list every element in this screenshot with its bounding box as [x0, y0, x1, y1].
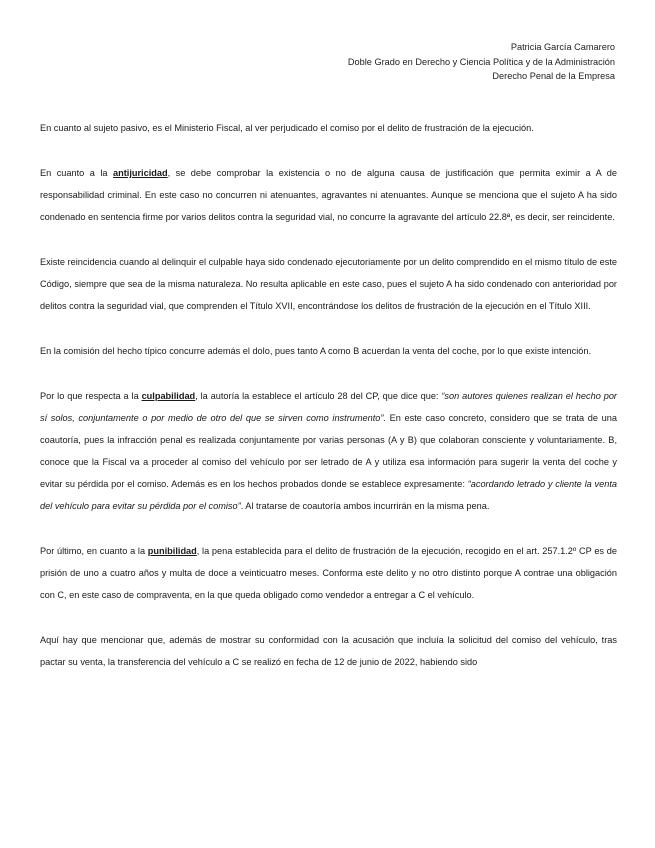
paragraph-text-pre: Por lo que respecta a la [40, 391, 142, 401]
paragraph-text-pre: Por último, en cuanto a la [40, 546, 148, 556]
term-antijuricidad: antijuricidad [112, 168, 168, 178]
paragraph-text-mid1: , la autoría la establece el artículo 28 del CP, que dice que: [195, 391, 442, 401]
document-body [40, 117, 617, 696]
term-culpabilidad: culpabilidad [141, 391, 196, 401]
degree-name: Doble Grado en Derecho y Ciencia Política y de la Administración [347, 56, 615, 67]
paragraph-text-pre: En cuanto a la [40, 168, 113, 178]
paragraph-sujeto-pasivo [40, 117, 617, 139]
quote-hechos-probados: “acordando letrado y cliente la venta del vehículo para evitar su pérdida por el comiso” [40, 479, 617, 511]
paragraph-reincidencia [40, 251, 617, 317]
paragraph-text-post: , se debe comprobar la existencia o no de alguna causa de justificación que permita eximir a A de responsabilidad criminal. En este caso no concurren ni atenuantes, agravantes ni atenuantes. Aunque se menciona que el sujeto A ha sido condenado en sentencia firme por varios delitos contra la seguridad vial, no concurre la agravante del artículo 22.8ª, es decir, ser reincidente. [40, 168, 617, 222]
paragraph-transferencia [40, 629, 617, 673]
quote-articulo-28: “son autores quienes realizan el hecho por sí solos, conjuntamente o por medio de otro del que se sirven como instrumento”. [40, 391, 617, 423]
paragraph-antijuricidad [40, 162, 617, 228]
paragraph-text-post: . Al tratarse de coautoría ambos incurrirán en la misma pena. [240, 501, 490, 511]
term-punibilidad: punibilidad [147, 546, 197, 556]
paragraph-culpabilidad [40, 385, 617, 517]
paragraph-text-post: , la pena establecida para el delito de frustración de la ejecución, recogido en el art. 257.1.2º CP es de prisión de uno a cuatro años y multa de doce a veinticuatro meses. Conforma este delito y no otro distinto porque A contrae una obligación con C, en este caso de compraventa, en la que queda obligado como vendedor a entregar a C el vehículo. [40, 546, 617, 600]
paragraph-text-mid2: En este caso concreto, considero que se trata de una coautoría, pues la infracción penal es realizada conjuntamente por varias personas (A y B) que colaboran consciente y voluntariamente. B, conoce que la Fiscal va a proceder al comiso del vehículo por ser letrado de A y utiliza esa información para sugerir la venta del coche y evitar su pérdida por el comiso. Además es en los hechos probados donde se establece expresamente: [40, 413, 617, 489]
paragraph-text: Existe reincidencia cuando al delinquir el culpable haya sido condenado ejecutoriamente por un delito comprendido en el mismo título de este Código, siempre que sea de la misma naturaleza. No resulta aplicable en este caso, pues el sujeto A ha sido condenado con anterioridad por delitos contra la seguridad vial, que comprenden el Título XVII, encontrándose los delitos de frustración de la ejecución en el Título XIII. [40, 257, 617, 311]
page-header [348, 40, 615, 84]
paragraph-text: En la comisión del hecho típico concurre además el dolo, pues tanto A como B acuerdan la venta del coche, por lo que existe intención. [40, 346, 592, 356]
paragraph-text: Aquí hay que mencionar que, además de mostrar su conformidad con la acusación que incluía la solicitud del comiso del vehículo, tras pactar su venta, la transferencia del vehículo a C se realizó en fecha de 12 de junio de 2022, habiendo sido [40, 635, 617, 667]
author-name: Patricia García Camarero [510, 42, 615, 52]
course-name: Derecho Penal de la Empresa [492, 71, 615, 81]
paragraph-text: En cuanto al sujeto pasivo, es el Ministerio Fiscal, al ver perjudicado el comiso por el delito de frustración de la ejecución. [40, 123, 534, 133]
paragraph-punibilidad [40, 540, 617, 606]
paragraph-dolo [40, 340, 617, 362]
